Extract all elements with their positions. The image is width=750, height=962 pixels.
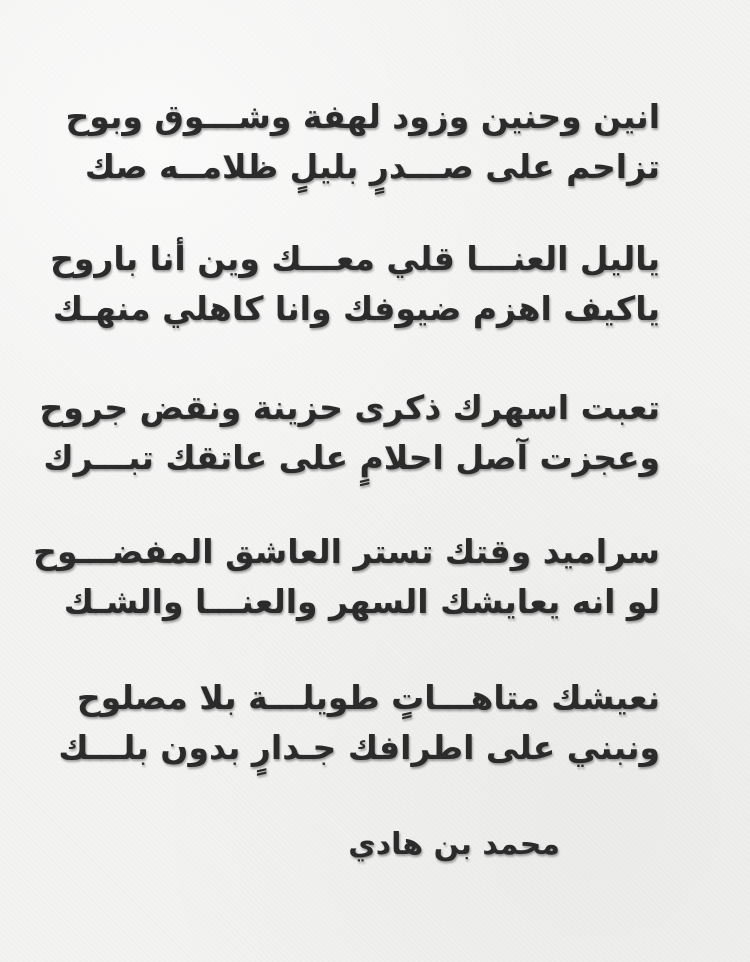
poem-stanza-1 — [65, 92, 660, 192]
poem-line: وعجزت آصل احلامٍ على عاتقك تبـــرك — [43, 438, 660, 477]
poem-line: ياليل العنـــا قلي معـــك وين أنا باروح — [50, 239, 660, 278]
poem-line: ونبني على اطرافك جـدارٍ بدون بلـــك — [58, 728, 660, 767]
poem-stanza-2 — [50, 234, 660, 334]
poem-line: تزاحم على صـــدرٍ بليلٍ ظلامــه صك — [84, 147, 660, 186]
poem-line: تعبت اسهرك ذكرى حزينة ونقض جروح — [39, 388, 660, 427]
author-signature: محمد بن هادي — [348, 827, 560, 862]
poem-stanza-4 — [33, 527, 660, 627]
poem-stanza-5 — [58, 673, 660, 773]
poem-line: لو انه يعايشك السهر والعنـــا والشـك — [63, 582, 660, 621]
poem-line: انين وحنين وزود لهفة وشـــوق وبوح — [65, 97, 660, 136]
poem-stanza-3 — [39, 383, 660, 483]
poem-line: ياكيف اهزم ضيوفك وانا كاهلي منهـك — [52, 289, 660, 328]
poem-line: سراميد وقتك تستر العاشق المفضـــوح — [33, 532, 660, 571]
poem-line: نعيشك متاهـــاتٍ طويلـــة بلا مصلوح — [76, 678, 660, 717]
